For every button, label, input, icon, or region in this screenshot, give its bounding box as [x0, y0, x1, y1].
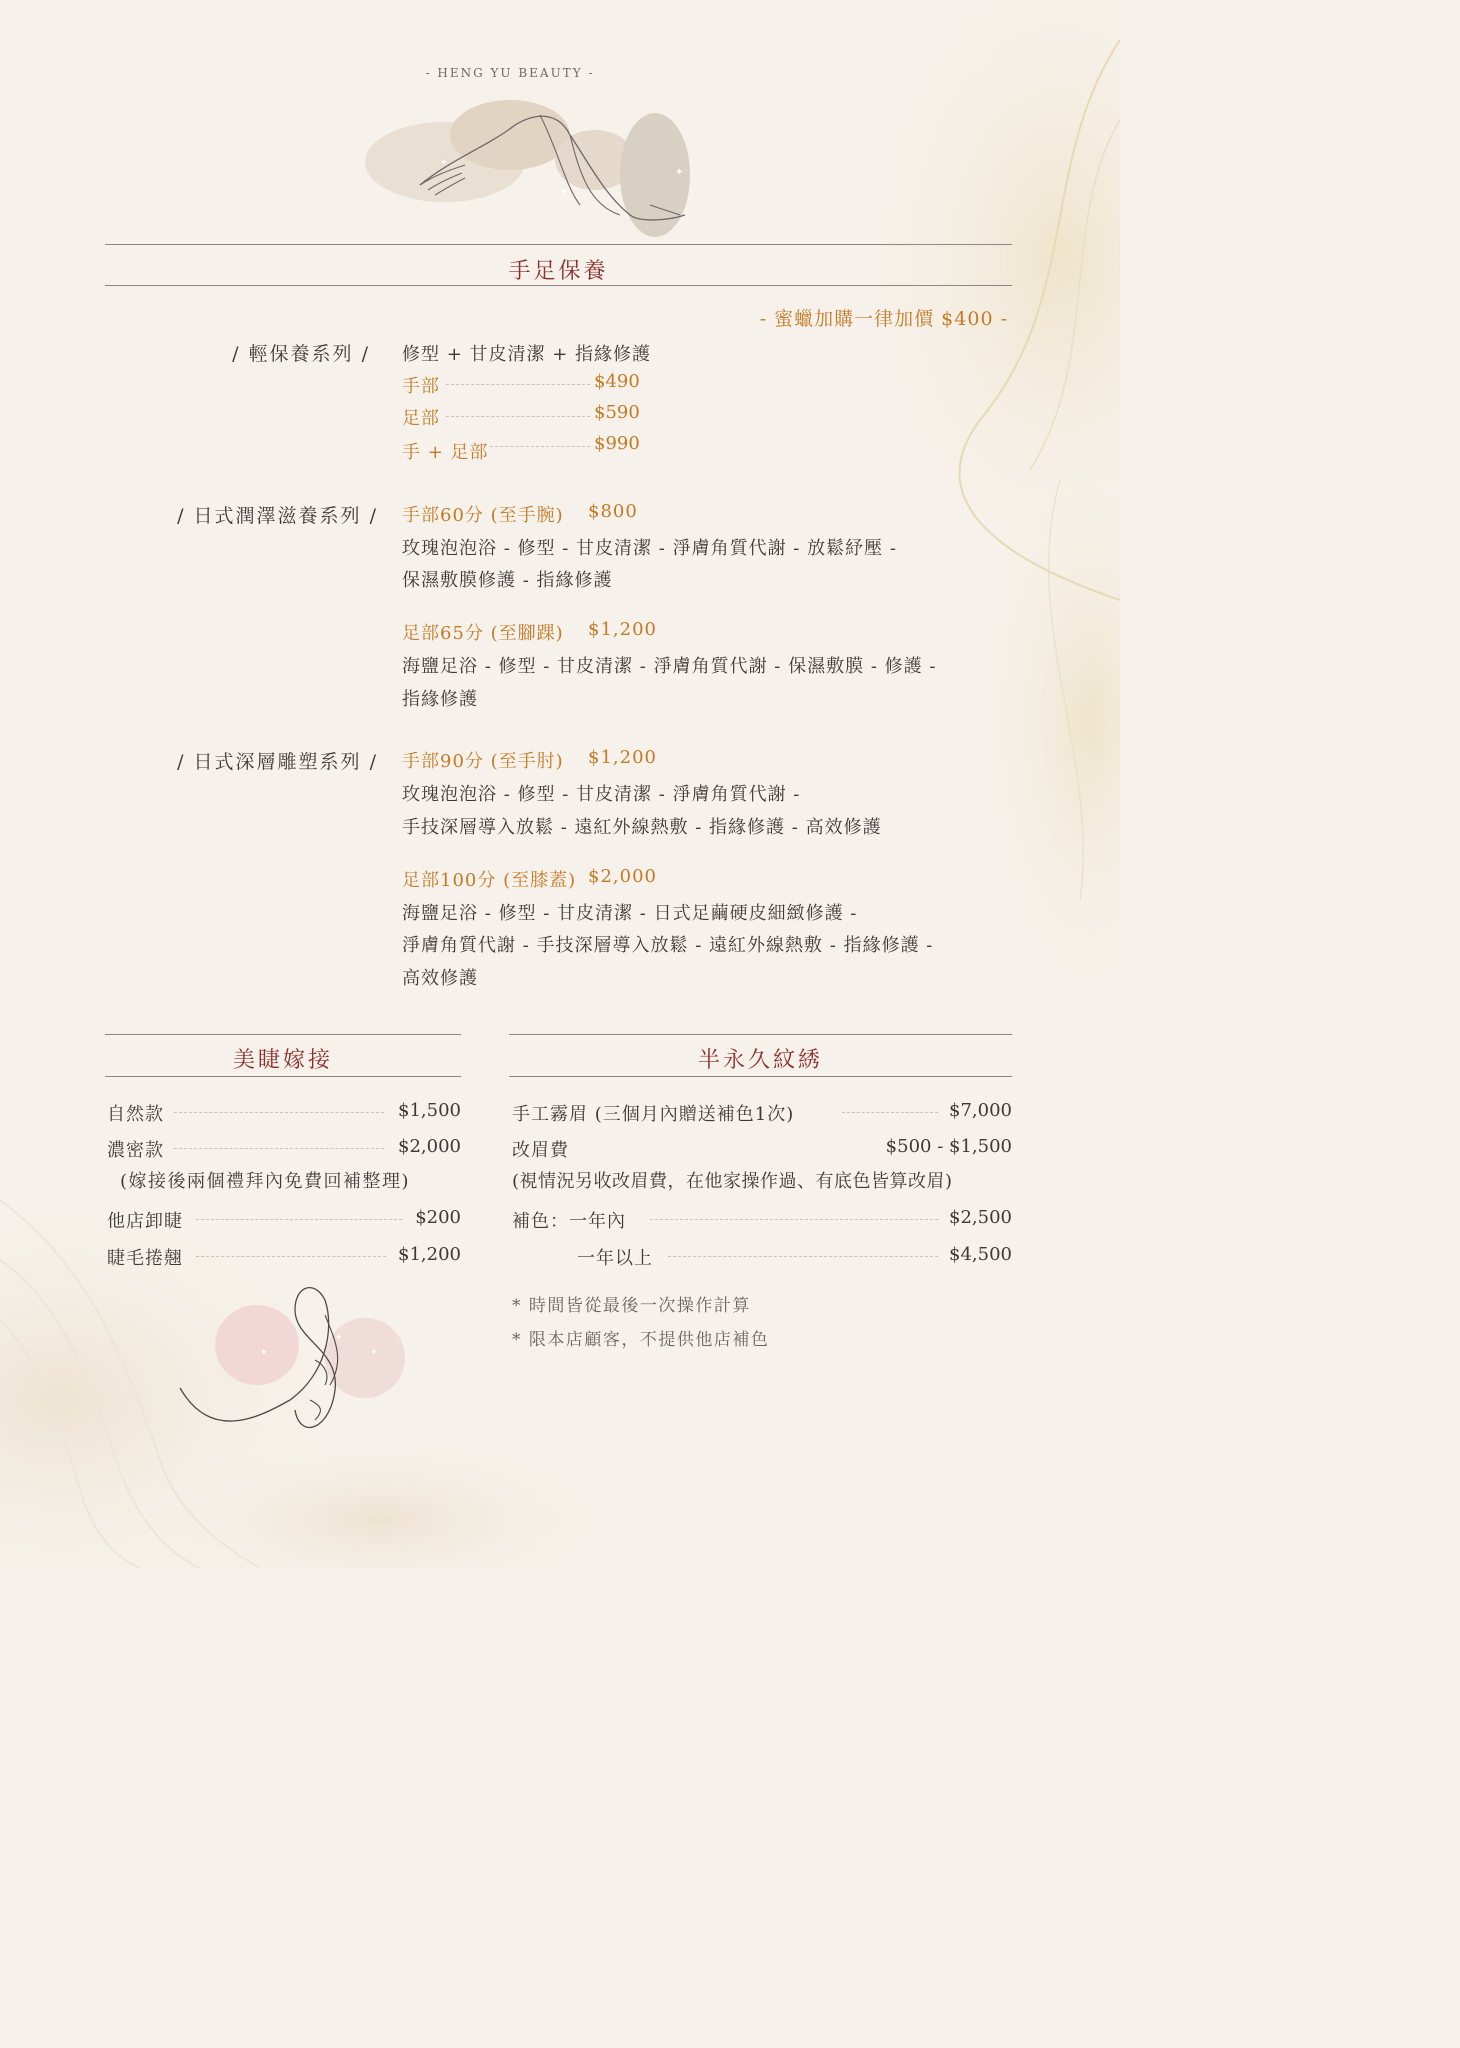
- divider-top: [105, 244, 1012, 245]
- deep-foot-title: 足部100分 (至膝蓋): [402, 870, 577, 891]
- item-name: 濃密款: [107, 1140, 164, 1161]
- light-desc: 修型 + 甘皮清潔 + 指緣修護: [402, 344, 652, 365]
- item-name: 補色：一年內: [512, 1211, 626, 1232]
- leader-dots: [446, 416, 590, 417]
- hand-foot-logo-icon: [340, 65, 720, 245]
- deep-foot-line1: 海鹽足浴 - 修型 - 甘皮清潔 - 日式足繭硬皮細緻修護 -: [402, 903, 858, 924]
- item-name: 改眉費: [512, 1140, 569, 1161]
- leader-dots: [174, 1112, 384, 1113]
- svg-text:✦: ✦: [440, 158, 448, 168]
- leader-dots: [650, 1219, 938, 1220]
- moist-foot-title: 足部65分 (至腳踝): [402, 623, 564, 644]
- tattoo-note: (視情況另收改眉費，在他家操作過、有底色皆算改眉): [512, 1171, 953, 1192]
- item-price: $490: [594, 371, 640, 392]
- item-price: $2,000: [398, 1136, 461, 1157]
- lashes-divider-bottom: [105, 1076, 461, 1077]
- item-price: $1,500: [398, 1100, 461, 1121]
- moist-hand-line1: 玫瑰泡泡浴 - 修型 - 甘皮清潔 - 淨膚角質代謝 - 放鬆紓壓 -: [402, 538, 897, 559]
- svg-text:✦: ✦: [675, 167, 684, 178]
- moist-foot-line1: 海鹽足浴 - 修型 - 甘皮清潔 - 淨膚角質代謝 - 保濕敷膜 - 修護 -: [402, 656, 937, 677]
- tattoo-divider-top: [509, 1034, 1012, 1035]
- item-price: $990: [594, 433, 640, 454]
- deep-foot-line2: 淨膚角質代謝 - 手技深層導入放鬆 - 遠紅外線熱敷 - 指緣修護 -: [402, 935, 934, 956]
- section-title-tattoo: 半永久紋綉: [697, 1048, 823, 1073]
- tattoo-divider-bottom: [509, 1076, 1012, 1077]
- svg-text:✦: ✦: [260, 1348, 268, 1358]
- footnote: * 時間皆從最後一次操作計算: [512, 1296, 751, 1316]
- svg-text:✦: ✦: [335, 1333, 343, 1343]
- face-illustration: [175, 1280, 415, 1460]
- item-price: $590: [594, 402, 640, 423]
- moist-hand-price: $800: [588, 501, 638, 522]
- leader-dots: [174, 1148, 384, 1149]
- leader-dots: [490, 446, 590, 447]
- item-name: 手工霧眉 (三個月內贈送補色1次): [512, 1104, 795, 1125]
- section-title-lashes: 美睫嫁接: [232, 1048, 333, 1073]
- item-price: $500 - $1,500: [885, 1136, 1012, 1157]
- series-label-moist: / 日式潤澤滋養系列 /: [177, 505, 378, 527]
- item-price: $200: [415, 1207, 461, 1228]
- moist-foot-price: $1,200: [588, 619, 657, 640]
- item-name: 手部: [402, 376, 440, 397]
- leader-dots: [196, 1256, 386, 1257]
- divider-bottom: [105, 285, 1012, 286]
- leader-dots: [446, 384, 590, 385]
- leader-dots: [668, 1256, 938, 1257]
- leader-dots: [842, 1112, 938, 1113]
- item-price: $4,500: [949, 1244, 1012, 1265]
- deep-hand-line1: 玫瑰泡泡浴 - 修型 - 甘皮清潔 - 淨膚角質代謝 -: [402, 784, 801, 805]
- series-label-light: / 輕保養系列 /: [232, 343, 370, 365]
- series-label-deep: / 日式深層雕塑系列 /: [177, 751, 378, 773]
- deep-foot-price: $2,000: [588, 866, 657, 887]
- item-name: 一年以上: [577, 1248, 653, 1269]
- item-price: $7,000: [949, 1100, 1012, 1121]
- item-name: 睫毛捲翹: [107, 1248, 183, 1269]
- brand-name: - HENG YU BEAUTY -: [425, 66, 595, 80]
- item-name: 他店卸睫: [107, 1211, 183, 1232]
- brand-logo: [340, 65, 720, 245]
- deep-hand-line2: 手技深層導入放鬆 - 遠紅外線熱敷 - 指緣修護 - 高效修護: [402, 817, 882, 838]
- moist-hand-line2: 保濕敷膜修護 - 指緣修護: [402, 570, 613, 591]
- deep-hand-title: 手部90分 (至手肘): [402, 751, 564, 772]
- item-price: $1,200: [398, 1244, 461, 1265]
- moist-foot-line2: 指緣修護: [402, 689, 478, 710]
- deep-hand-price: $1,200: [588, 747, 657, 768]
- lashes-note: (嫁接後兩個禮拜內免費回補整理): [120, 1171, 411, 1192]
- item-name: 足部: [402, 408, 440, 429]
- leader-dots: [196, 1219, 402, 1220]
- footnote: * 限本店顧客，不提供他店補色: [512, 1330, 770, 1350]
- item-name: 手 + 足部: [402, 442, 489, 463]
- item-price: $2,500: [949, 1207, 1012, 1228]
- moist-hand-title: 手部60分 (至手腕): [402, 505, 564, 526]
- svg-text:✦: ✦: [370, 1348, 378, 1358]
- face-line-art-icon: [175, 1280, 415, 1460]
- wax-note: - 蜜蠟加購一律加價 $400 -: [759, 308, 1008, 330]
- section-title-hand-foot: 手足保養: [508, 259, 609, 284]
- deep-foot-line3: 高效修護: [402, 968, 478, 989]
- item-name: 自然款: [107, 1104, 164, 1125]
- svg-text:✦: ✦: [560, 187, 569, 198]
- lashes-divider-top: [105, 1034, 461, 1035]
